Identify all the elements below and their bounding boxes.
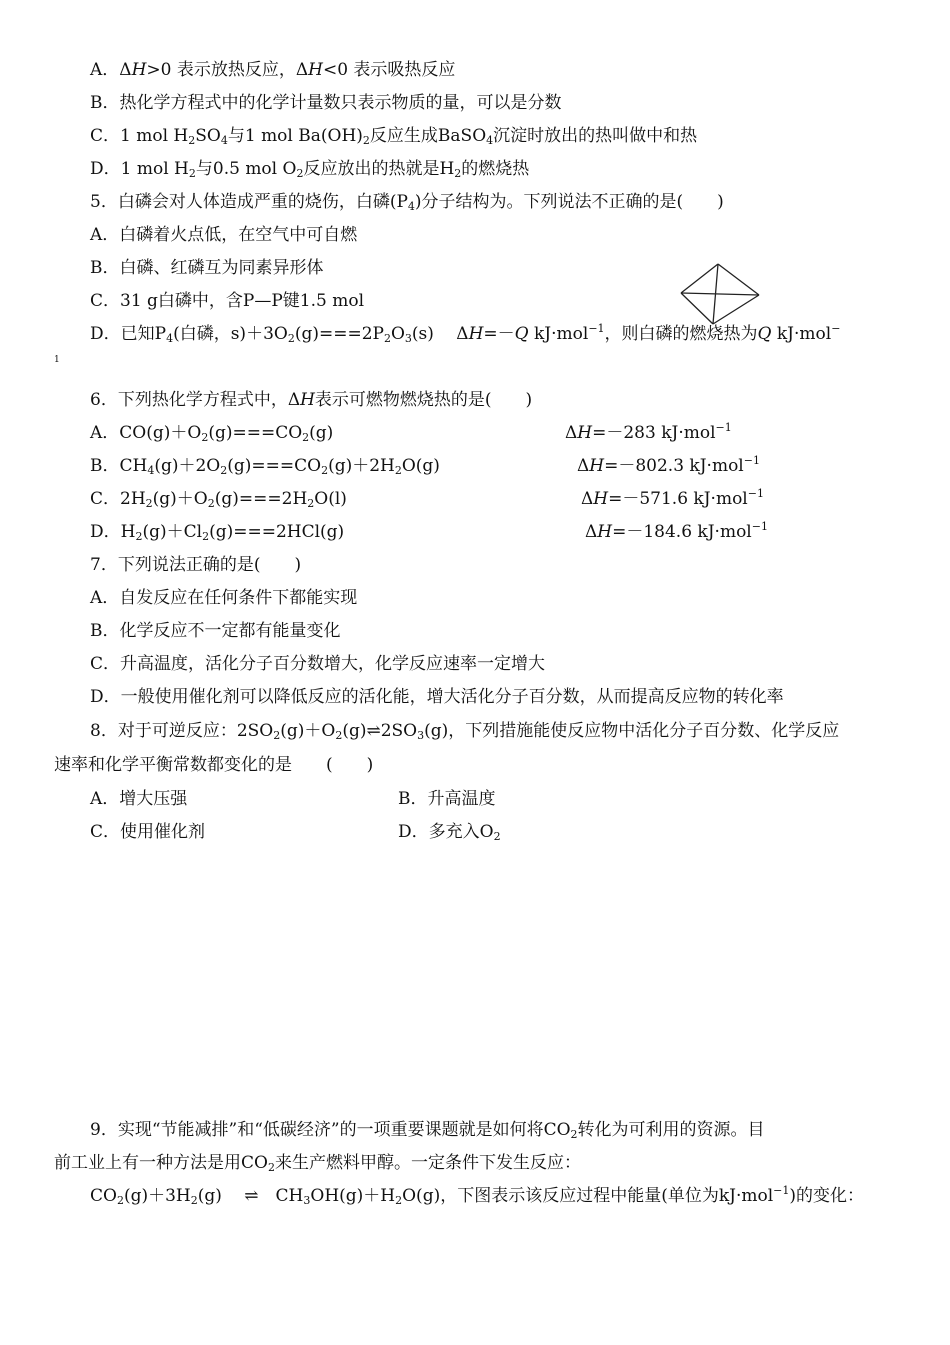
- q7-option-a: A．自发反应在任何条件下都能实现: [90, 588, 358, 608]
- q5-option-c: C．31 g白磷中，含P—P键1.5 mol: [90, 291, 365, 311]
- q5-option-d-wrap: 1: [54, 355, 60, 365]
- q7-option-d: D．一般使用催化剂可以降低反应的活化能，增大活化分子百分数，从而提高反应物的转化率: [90, 687, 784, 707]
- q7-option-c: C．升高温度，活化分子百分数增大，化学反应速率一定增大: [90, 654, 546, 674]
- q6-stem: 6．下列热化学方程式中，ΔH表示可燃物燃烧热的是( ): [90, 390, 533, 410]
- q8-option-b: B．升高温度: [398, 789, 496, 809]
- q6-option-c: C．$2H_2(g)+O_2(g)===2H_2O(l)$: [90, 489, 347, 510]
- q4-option-c: C．1 mol $H_2SO_4$与1 mol $Ba(OH)_2$反应生成BaSO$_4$沉淀时放出的热叫做中和热: [90, 126, 698, 147]
- q9-equation: $CO_2(g)+3H_2(g)$ ⇌ $CH_3OH(g)+H_2O(g)$，下图表示该反应过程中能量(单位为kJ·mol$^{-1}$)的变化：: [90, 1184, 865, 1207]
- q4-option-d: D．1 mol $H_2$与0.5 mol $O_2$反应放出的热就是$H_2$的燃烧热: [90, 159, 530, 180]
- white-phosphorus-structure-diagram: [677, 262, 763, 326]
- q9-stem-continued: 前工业上有一种方法是用$CO_2$来生产燃料甲醇。一定条件下发生反应：: [54, 1153, 581, 1174]
- q8-stem: 8．对于可逆反应：$2SO_2(g)+O_2(g)\rightleftharpoons 2SO_3(g)$，下列措施能使反应物中活化分子百分数、化学反应: [90, 721, 840, 742]
- q4-option-b: B．热化学方程式中的化学计量数只表示物质的量，可以是分数: [90, 93, 562, 113]
- q6-option-a-enthalpy: ΔH=－283 kJ·mol$^{-1}$: [565, 421, 732, 443]
- q7-stem: 7．下列说法正确的是( ): [90, 555, 302, 575]
- q6-option-b-enthalpy: ΔH=－802.3 kJ·mol$^{-1}$: [577, 454, 760, 476]
- q5-option-a: A．白磷着火点低，在空气中可自燃: [90, 225, 358, 245]
- q8-option-a: A．增大压强: [90, 789, 188, 809]
- q5-stem: 5．白磷会对人体造成严重的烧伤，白磷$(P_4)$分子结构为。下列说法不正确的是( ): [90, 192, 724, 213]
- q6-option-b: B．$CH_4(g)+2O_2(g)===CO_2(g)+2H_2O(g)$: [90, 456, 440, 477]
- q6-option-c-enthalpy: ΔH=－571.6 kJ·mol$^{-1}$: [581, 487, 764, 509]
- q6-option-a: A．$CO(g)+O_2(g)===CO_2(g)$: [90, 423, 334, 444]
- q8-option-d: D．多充入$O_2$: [398, 822, 501, 843]
- q7-option-b: B．化学反应不一定都有能量变化: [90, 621, 341, 641]
- q8-stem-continued: 速率和化学平衡常数都变化的是 ( ): [54, 755, 374, 775]
- q4-option-a: A．ΔH>0 表示放热反应，ΔH<0 表示吸热反应: [90, 60, 456, 80]
- q8-option-c: C．使用催化剂: [90, 822, 206, 842]
- q5-option-b: B．白磷、红磷互为同素异形体: [90, 258, 324, 278]
- q9-stem: 9．实现“节能减排”和“低碳经济”的一项重要课题就是如何将$CO_2$转化为可利用的资源。目: [90, 1120, 765, 1141]
- q6-option-d: D．$H_2(g)+Cl_2(g)===2HCl(g)$: [90, 522, 345, 543]
- q6-option-d-enthalpy: ΔH=－184.6 kJ·mol$^{-1}$: [585, 520, 768, 542]
- q5-option-d: D．已知$P_4$(白磷，$s)+3O_2(g)===2P_2O_3(s)$ ΔH=－Q kJ·mol$^{-1}$，则白磷的燃烧热为Q kJ·mol−: [90, 322, 841, 345]
